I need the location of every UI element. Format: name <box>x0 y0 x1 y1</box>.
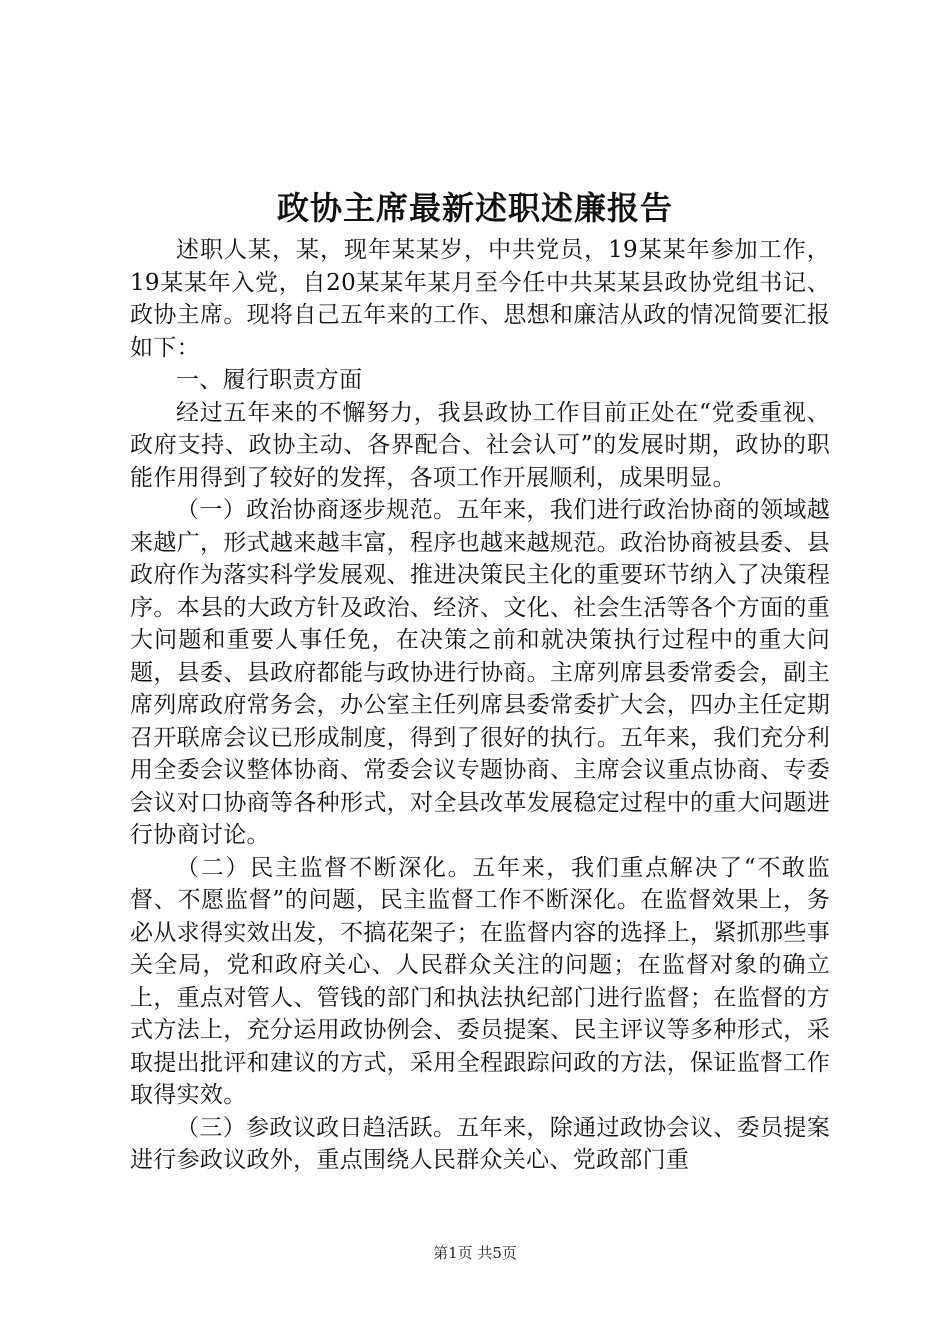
page-number-footer: 第1页 共5页 <box>433 1244 517 1262</box>
paragraph-overview: 经过五年来的不懈努力，我县政协工作目前正处在“党委重视、政府支持、政协主动、各界配合、社会认可”的发展时期，政协的职能作用得到了较好的发挥，各项工作开展顺利，成果明显。 <box>130 399 830 491</box>
document-body <box>130 234 830 1177</box>
document-title: 政协主席最新述职述廉报告 <box>276 189 673 227</box>
paragraph-intro: 述职人某，某，现年某某岁，中共党员，19某某年参加工作，19某某年入党，自20某某年某月至今任中共某某县政协党组书记、政协主席。现将自己五年来的工作、思想和廉洁从政的情况简要汇报如下： <box>130 237 830 361</box>
paragraph-participation: （三）参政议政日趋活跃。五年来，除通过政协会议、委员提案进行参政议政外，重点围绕人民群众关心、党政部门重 <box>130 1114 830 1173</box>
paragraph-political-consultation: （一）政治协商逐步规范。五年来，我们进行政治协商的领域越来越广，形式越来越丰富，程序也越来越规范。政治协商被县委、县政府作为落实科学发展观、推进决策民主化的重要环节纳入了决策程序。本县的大政方针及政治、经济、文化、社会生活等各个方面的重大问题和重要人事任免，在决策之前和就决策执行过程中的重大问题，县委、县政府都能与政协进行协商。主席列席县委常委会，副主席列席政府常务会，办公室主任列席县委常委扩大会，四办主任定期召开联席会议已形成制度，得到了很好的执行。五年来，我们充分利用全委会议整体协商、常委会议专题协商、主席会议重点协商、专委会议对口协商等各种形式，对全县改革发展稳定过程中的重大问题进行协商讨论。 <box>130 497 830 848</box>
paragraph-democratic-supervision: （二）民主监督不断深化。五年来，我们重点解决了“不敢监督、不愿监督”的问题，民主监督工作不断深化。在监督效果上，务必从求得实效出发，不搞花架子；在监督内容的选择上，紧抓那些事关全局，党和政府关心、人民群众关注的问题；在监督对象的确立上，重点对管人、管钱的部门和执法执纪部门进行监督；在监督的方式方法上，充分运用政协例会、委员提案、民主评议等多种形式，采取提出批评和建议的方式，采用全程跟踪问政的方法，保证监督工作取得实效。 <box>130 854 830 1108</box>
section-heading-duties: 一、履行职责方面 <box>176 367 363 393</box>
